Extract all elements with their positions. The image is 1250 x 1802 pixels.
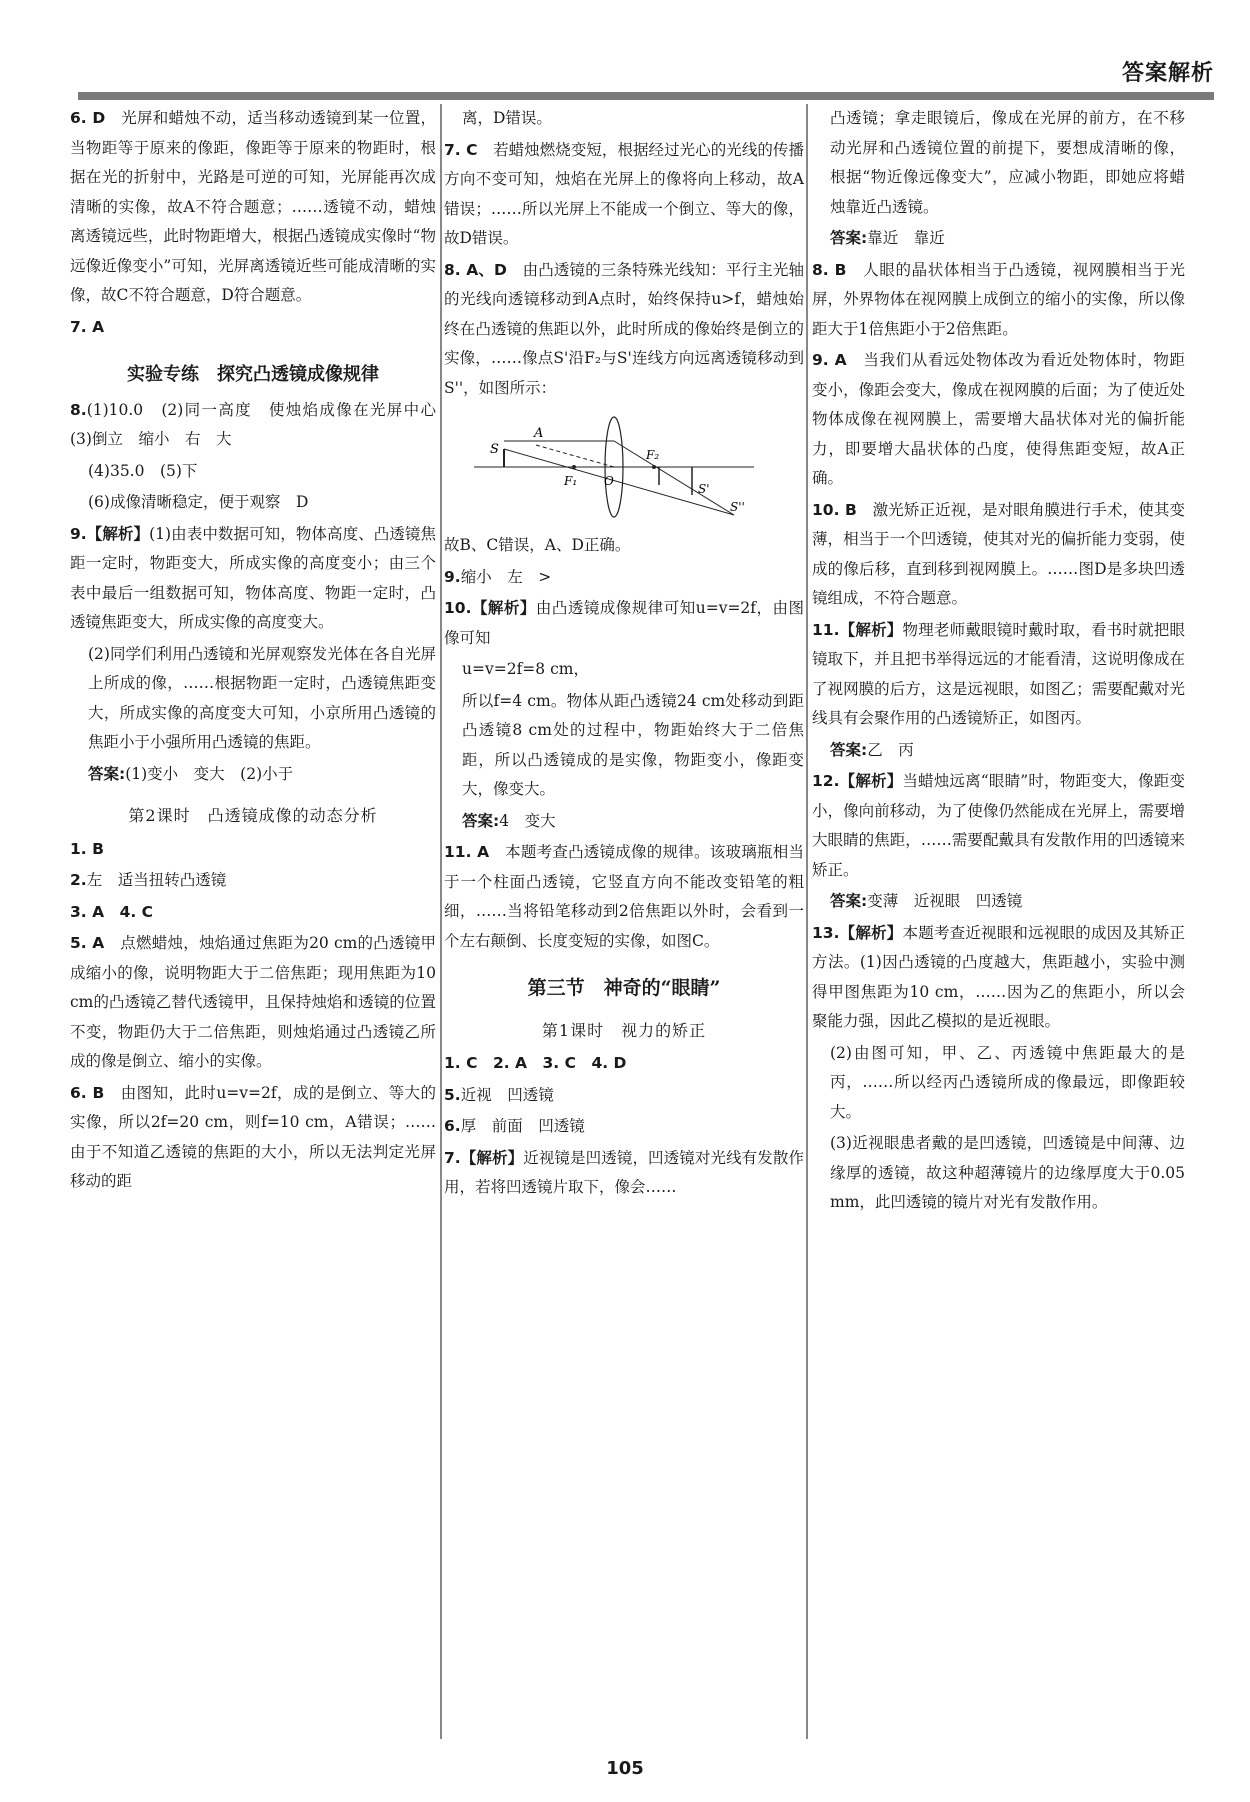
item-text: 缩小 左 > <box>460 567 552 586</box>
answer-label: 答案: <box>830 892 868 910</box>
item-text: 光屏和蜡烛不动，适当移动透镜到某一位置，当物距等于原来的像距，像距等于原来的物距时，根据在光的折射中，光路是可逆的可知，光屏能再次成清晰的实像，故A不符合题意；……透镜不动，蜡烛离透镜远些，此时物距增大，根据凸透镜成实像时“物远像近像变小”可知，光屏离透镜近些可能成清晰的实像，故C不符合题意，D符合题意。 <box>70 109 436 304</box>
answer-item <box>444 594 804 653</box>
column-middle <box>444 104 804 1739</box>
item-text: (3)近视眼患者戴的是凹透镜，凹透镜是中间薄、边缘厚的透镜，故这种超薄镜片的边缘厚度大于0.05 mm，此凹透镜的镜片对光有发散作用。 <box>830 1134 1185 1211</box>
item-number: 3. A 4. C <box>70 902 154 921</box>
item-number: 9. <box>70 524 87 543</box>
item-text: 所以f=4 cm。物体从距凸透镜24 cm处移动到距凸透镜8 cm处的过程中，物距始终大于二倍焦距，所以凸透镜成的是实像，物距变小，像距变大，像变大。 <box>462 691 804 798</box>
section-title: 第三节 神奇的“眼睛” <box>527 977 721 999</box>
header-title: 答案解析 <box>1121 61 1214 86</box>
answer-item <box>444 563 804 593</box>
answer-item <box>70 396 452 455</box>
item-number: 11. <box>812 620 840 639</box>
answer-item <box>70 1079 436 1197</box>
answer-label: 答案: <box>830 229 868 247</box>
answer-line <box>812 736 1185 766</box>
item-text: 人眼的晶状体相当于凸透镜，视网膜相当于光屏，外界物体在视网膜上成倒立的缩小的实像，所以像距大于1倍焦距小于2倍焦距。 <box>812 260 1185 338</box>
answer-item <box>444 1144 804 1203</box>
item-number: 7. <box>444 1148 461 1167</box>
label-s-prime: S' <box>698 482 710 496</box>
item-text: 左 适当扭转凸透镜 <box>86 871 227 889</box>
item-number: 10. B <box>812 500 857 519</box>
answer-item <box>70 929 436 1077</box>
answer-item <box>444 136 804 254</box>
answer-item <box>70 313 436 343</box>
column-right <box>812 104 1185 1739</box>
answer-item <box>812 767 1185 885</box>
label-f1: F₁ <box>564 474 578 488</box>
item-text: 当蜡烛远离“眼睛”时，物距变大，像距变小，像向前移动，为了使像仍然能成在光屏上，需要增大眼睛的焦距，……需要配戴具有发散作用的凹透镜来矫正。 <box>812 772 1185 879</box>
focal-point <box>652 465 656 469</box>
answer-line <box>812 887 1185 917</box>
item-text: 由凸透镜的三条特殊光线知：平行主光轴的光线向透镜移动到A点时，始终保持u>f，蜡烛始终在凸透镜的焦距以外，此时所成的像始终是倒立的实像，……像点S'沿F₂与S'连线方向远离透镜移动到S''，如图所示： <box>444 260 804 397</box>
item-text: (2)同学们利用凸透镜和光屏观察发光体在各自光屏上所成的像，……根据物距一定时，凸透镜焦距变大，所成实像的高度变大可知，小京所用凸透镜的焦距小于小强所用凸透镜的焦距。 <box>88 644 436 751</box>
item-text: (2)由图可知，甲、乙、丙透镜中焦距最大的是丙，……所以经丙凸透镜所成的像最远，即像距较大。 <box>830 1043 1185 1121</box>
item-number: 9. A <box>812 351 847 369</box>
item-text: 凸透镜；拿走眼镜后，像成在光屏的前方，在不移动光屏和凸透镜位置的前提下，要想成清晰的像，根据“物近像远像变大”，应减小物距，即她应将蜡烛靠近凸透镜。 <box>830 109 1185 216</box>
item-text: 本题考查近视眼和远视眼的成因及其矫正方法。(1)因凸透镜的凸度越大，焦距越小，实验中测得甲图焦距为10 cm，……因为乙的焦距小，所以会聚能力强，因此乙模拟的是近视眼。 <box>812 923 1185 1030</box>
focal-point <box>572 465 576 469</box>
item-text: 故B、C错误，A、D正确。 <box>444 536 631 554</box>
item-text: 物理老师戴眼镜时戴时取，看书时就把眼镜取下，并且把书举得远远的才能看清，这说明像成在了视网膜的后方，这是远视眼，如图乙；需要配戴对光线具有会聚作用的凸透镜矫正，如图丙。 <box>812 620 1185 727</box>
answer-item <box>812 256 1185 345</box>
item-text: 近视镜是凹透镜，凹透镜对光线有发散作用，若将凹透镜片取下，像会…… <box>444 1148 804 1196</box>
label-a: A <box>534 426 544 441</box>
analysis-tag: 【解析】 <box>839 772 903 790</box>
answer-item <box>812 496 1185 614</box>
answer-line: (4)35.0 (5)下 <box>88 461 198 480</box>
item-number: 6. <box>444 1117 461 1135</box>
lens-ray-diagram <box>464 407 764 527</box>
answer-columns <box>70 104 1185 1739</box>
answer-item <box>70 835 436 865</box>
item-number: 7. A <box>70 317 105 336</box>
label-o: O <box>604 474 614 488</box>
analysis-tag: 【解析】 <box>86 524 150 543</box>
label-f2: F₂ <box>646 448 660 462</box>
item-text: 近视 凹透镜 <box>460 1085 554 1104</box>
label-s-double-prime: S'' <box>730 500 745 514</box>
item-number: 7. C <box>444 140 478 159</box>
item-text: 当我们从看远处物体改为看近处物体时，物距变小，像距会变大，像成在视网膜的后面；为了使近处物体成像在视网膜上，需要增大晶状体对光的偏折能力，即要增大晶状体的凸度，使得焦距变短，故A正确。 <box>812 351 1185 487</box>
answer-item <box>444 838 804 956</box>
lesson-title: 第1课时 视力的矫正 <box>541 1020 707 1040</box>
item-number: 9. <box>444 567 461 586</box>
column-left <box>70 104 452 1739</box>
section-title: 实验专练 探究凸透镜成像规律 <box>127 364 379 385</box>
item-text: 若蜡烛燃烧变短，根据经过光心的光线的传播方向不变可知，烛焰在光屏上的像将向上移动，故A错误；……所以光屏上不能成一个倒立、等大的像，故D错误。 <box>444 140 804 247</box>
page-number: 105 <box>606 1758 644 1779</box>
item-text: 离，D错误。 <box>462 109 552 127</box>
item-number: 2. <box>70 871 87 889</box>
analysis-tag: 【解析】 <box>460 1148 524 1167</box>
ray-dashed <box>536 445 614 467</box>
item-text: (1)由表中数据可知，物体高度、凸透镜焦距一定时，物距变大，所成实像的高度变小；由三个表中最后一组数据可知，物体高度、物距一定时，凸透镜焦距变大，所成实像的高度变大。 <box>70 524 436 631</box>
item-number: 8. <box>70 400 87 419</box>
answer-label: 答案: <box>462 811 500 830</box>
item-number: 12. <box>812 772 840 790</box>
answer-item <box>812 346 1185 494</box>
answer-item <box>444 256 804 404</box>
ray-refracted <box>614 441 734 515</box>
item-text: (1)10.0 (2)同一高度 使烛焰成像在光屏中心 (3)倒立 缩小 右 大 <box>70 400 452 448</box>
header-rule <box>78 92 1214 100</box>
answer-value: (1)变小 变大 (2)小于 <box>125 764 294 783</box>
item-text: 激光矫正近视，是对眼角膜进行手术，使其变薄，相当于一个凹透镜，使其对光的偏折能力变弱，使成的像后移，直到移到视网膜上。……图D是多块凹透镜组成，不符合题意。 <box>812 500 1185 607</box>
answer-label: 答案: <box>88 764 126 783</box>
item-number: 13. <box>812 923 840 942</box>
item-number: 5. <box>444 1085 461 1104</box>
answer-value: 靠近 靠近 <box>867 229 945 247</box>
item-number: 8. A、D <box>444 260 507 279</box>
answer-item <box>812 919 1185 1037</box>
answer-item <box>70 520 436 638</box>
answer-line <box>812 224 1185 254</box>
analysis-tag: 【解析】 <box>471 599 536 617</box>
item-text: 由图知，此时u=v=2f，成的是倒立、等大的实像，所以2f=20 cm，则f=10 cm，A错误；……由于不知道乙透镜的焦距的大小，所以无法判定光屏移动的距 <box>70 1083 436 1190</box>
item-text: 由凸透镜成像规律可知u=v=2f，由图像可知 <box>444 599 804 647</box>
item-number: 1. B <box>70 839 104 858</box>
label-s: S <box>490 442 499 457</box>
answer-line <box>70 760 436 790</box>
analysis-tag: 【解析】 <box>839 620 903 639</box>
item-text: 点燃蜡烛，烛焰通过焦距为20 cm的凸透镜甲成缩小的像，说明物距大于二倍焦距；现用焦距为10 cm的凸透镜乙替代透镜甲，且保持烛焰和透镜的位置不变，物距仍大于二倍焦距，则烛焰通过凸透镜乙所成的像是倒立、缩小的实像。 <box>70 934 436 1070</box>
item-text: 厚 前面 凹透镜 <box>460 1117 585 1135</box>
item-text: 本题考查凸透镜成像的规律。该玻璃瓶相当于一个柱面凸透镜，它竖直方向不能改变铅笔的粗细，……当将铅笔移动到2倍焦距以外时，会看到一个左右颠倒、长度变短的实像，如图C。 <box>444 843 804 950</box>
item-number: 5. A <box>70 934 105 952</box>
answer-line: (6)成像清晰稳定，便于观察 D <box>88 493 309 511</box>
answer-item <box>70 866 436 896</box>
answer-item <box>70 104 436 311</box>
lesson-title: 第2课时 凸透镜成像的动态分析 <box>128 806 378 825</box>
answer-item <box>70 898 436 928</box>
answer-item <box>444 1081 804 1111</box>
item-number: 11. A <box>444 843 490 861</box>
page-header <box>78 48 1214 94</box>
item-number: 6. D <box>70 109 106 127</box>
answer-value: 乙 丙 <box>867 740 914 759</box>
answer-value: 4 变大 <box>499 811 556 830</box>
answer-line <box>444 807 804 837</box>
item-number: 1. C 2. A 3. C 4. D <box>444 1054 627 1072</box>
analysis-tag: 【解析】 <box>839 923 903 942</box>
formula: u=v=2f=8 cm， <box>462 660 589 678</box>
answer-item <box>812 616 1185 734</box>
item-number: 6. B <box>70 1083 105 1102</box>
answer-value: 变薄 近视眼 凹透镜 <box>867 892 1023 910</box>
item-number: 8. B <box>812 260 847 279</box>
answer-label: 答案: <box>830 740 868 759</box>
answer-item <box>444 1049 804 1079</box>
item-number: 10. <box>444 599 472 617</box>
answer-item <box>444 1112 804 1142</box>
